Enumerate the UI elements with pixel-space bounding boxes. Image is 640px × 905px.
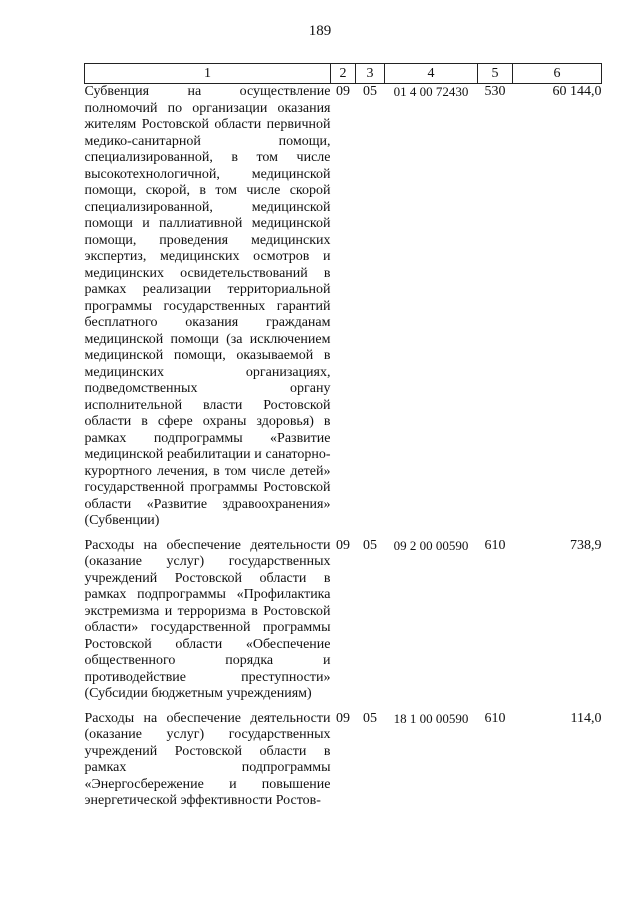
row-expense-type: 610 bbox=[484, 537, 506, 553]
row-target-code: 18 1 00 00590 bbox=[393, 710, 469, 726]
row-amount: 114,0 bbox=[570, 710, 602, 726]
header-cell-1: 1 bbox=[85, 64, 331, 84]
row-subsection: 05 bbox=[363, 537, 377, 553]
row-section: 09 bbox=[336, 84, 350, 99]
row-subsection: 05 bbox=[363, 710, 377, 726]
table-row bbox=[85, 84, 602, 538]
row-amount: 738,9 bbox=[570, 537, 602, 553]
row-subsection: 05 bbox=[363, 84, 377, 99]
table-row bbox=[85, 538, 602, 711]
row-expense-type: 610 bbox=[484, 710, 506, 726]
header-row bbox=[85, 64, 602, 84]
page-number: 189 bbox=[308, 23, 332, 39]
table-row bbox=[85, 711, 602, 818]
row-target-code: 01 4 00 72430 bbox=[393, 84, 469, 99]
row-amount: 60 144,0 bbox=[552, 84, 602, 99]
header-cell-4: 4 bbox=[385, 64, 478, 84]
header-cell-6: 6 bbox=[513, 64, 602, 84]
row-expense-type: 530 bbox=[484, 84, 506, 99]
row-description: Субвенция на осуществление полномочий по организации оказания жителям Ростовской области первичной медико-санитарной помощи, специализированной, в том числе высокотехнологичной, медицинской помощи, скорой, в том числе скорой специализированной, медицинской помощи и паллиативной медицинской помощи, проведения медицинских экспертиз, медицинских осмотров и медицинских освидетельствований в рамках реализации территориальной программы государственных гарантий бесплатного оказания гражданам медицинской помощи (за исключением медицинской помощи, оказываемой в медицинских организациях, подведомственных органу исполнительной власти Ростовской области в сфере охраны здоровья) в рамках подпрограммы «Развитие медицинской реабилитации и санаторно-курортного лечения, в том числе детей» государственной программы Ростовской области «Развитие здравоохранения» (Субвенции) bbox=[84, 84, 331, 528]
row-description: Расходы на обеспечение деятельности (оказание услуг) государственных учреждений Ростовской области в рамках подпрограммы «Энергосбережение и повышение энергетической эффективности Ростов- bbox=[84, 710, 331, 808]
header-cell-5: 5 bbox=[478, 64, 513, 84]
header-cell-2: 2 bbox=[331, 64, 356, 84]
header-cell-3: 3 bbox=[356, 64, 385, 84]
budget-table bbox=[84, 63, 602, 818]
row-section: 09 bbox=[336, 710, 350, 726]
row-section: 09 bbox=[336, 537, 350, 553]
row-description: Расходы на обеспечение деятельности (оказание услуг) государственных учреждений Ростовской области в рамках подпрограммы «Профилактика экстремизма и терроризма в Ростовской области» государственной программы Ростовской области «Обеспечение общественного порядка и противодействие преступности» (Субсидии бюджетным учреждениям) bbox=[84, 537, 331, 701]
row-target-code: 09 2 00 00590 bbox=[393, 537, 469, 553]
